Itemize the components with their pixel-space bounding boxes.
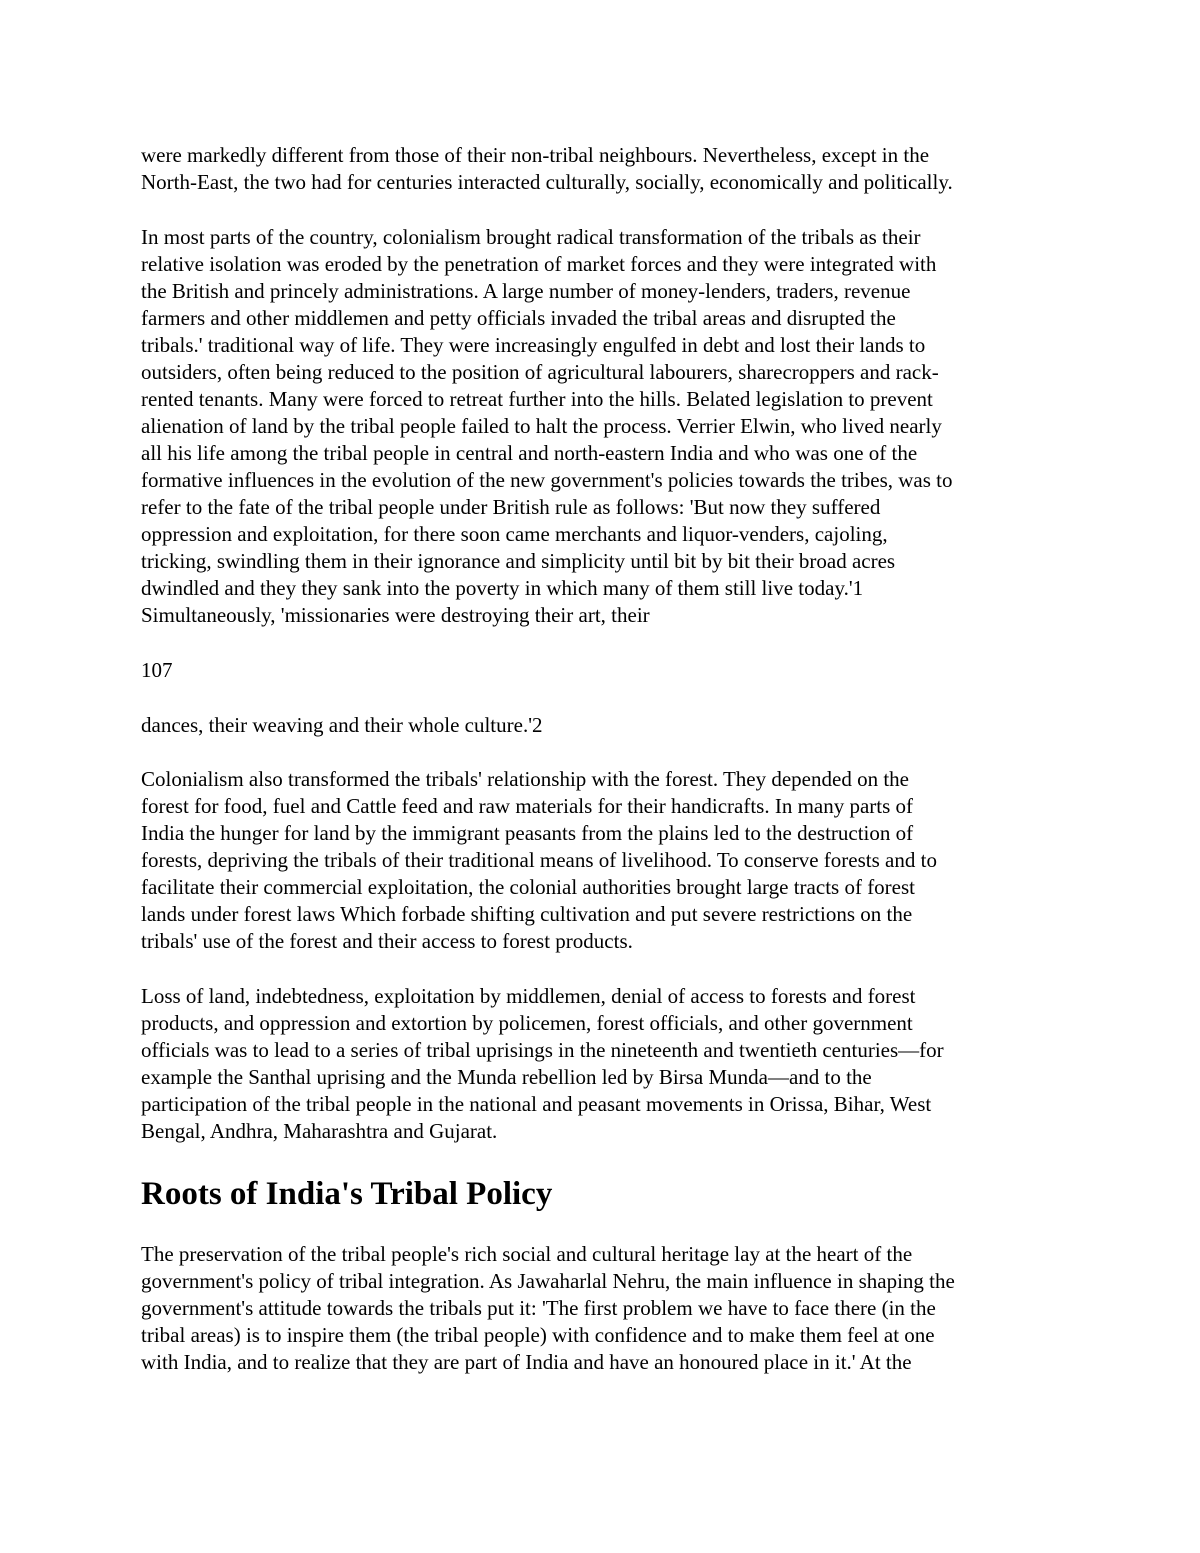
paragraph-whole-culture xyxy=(141,712,1061,739)
text-line: officials was to lead to a series of tribal uprisings in the nineteenth and twentieth centuries—for xyxy=(141,1038,944,1062)
text-line: lands under forest laws Which forbade shifting cultivation and put severe restrictions on the xyxy=(141,902,913,926)
text-line: forest for food, fuel and Cattle feed and raw materials for their handicrafts. In many parts of xyxy=(141,794,914,818)
text-line: products, and oppression and extortion by policemen, forest officials, and other government xyxy=(141,1011,913,1035)
text-line: tribals.' traditional way of life. They were increasingly engulfed in debt and lost their lands to xyxy=(141,333,926,357)
text-line: participation of the tribal people in the national and peasant movements in Orissa, Bihar, West xyxy=(141,1092,932,1116)
text-line: India the hunger for land by the immigrant peasants from the plains led to the destruction of xyxy=(141,821,914,845)
text-line: The preservation of the tribal people's rich social and cultural heritage lay at the heart of the xyxy=(141,1242,913,1266)
text-line: government's policy of tribal integration. As Jawaharlal Nehru, the main influence in shaping the xyxy=(141,1269,955,1293)
paragraph-colonialism-transformation xyxy=(141,224,1061,629)
text-line: formative influences in the evolution of the new government's policies towards the tribes, was to xyxy=(141,468,953,492)
text-line: were markedly different from those of their non-tribal neighbours. Nevertheless, except in the xyxy=(141,143,930,167)
text-line: all his life among the tribal people in central and north-eastern India and who was one of the xyxy=(141,441,918,465)
text-line: dwindled and they they sank into the poverty in which many of them still live today.'1 xyxy=(141,576,864,600)
paragraph-tribal-neighbours xyxy=(141,142,1061,196)
section-heading: Roots of India's Tribal Policy xyxy=(141,1176,553,1212)
text-line: North-East, the two had for centuries interacted culturally, socially, economically and politically. xyxy=(141,170,953,194)
text-line: Colonialism also transformed the tribals' relationship with the forest. They depended on the xyxy=(141,767,909,791)
paragraph-tribal-uprisings xyxy=(141,983,1061,1145)
text-line: forests, depriving the tribals of their traditional means of livelihood. To conserve forests and to xyxy=(141,848,937,872)
text-line: with India, and to realize that they are part of India and have an honoured place in it.' At the xyxy=(141,1350,912,1374)
text-line: relative isolation was eroded by the penetration of market forces and they were integrated with xyxy=(141,252,937,276)
text-line: rented tenants. Many were forced to retreat further into the hills. Belated legislation to prevent xyxy=(141,387,933,411)
text-line: example the Santhal uprising and the Munda rebellion led by Birsa Munda—and to the xyxy=(141,1065,872,1089)
text-line: Loss of land, indebtedness, exploitation by middlemen, denial of access to forests and forest xyxy=(141,984,916,1008)
paragraph-tribal-policy xyxy=(141,1241,1061,1376)
text-line: refer to the fate of the tribal people under British rule as follows: 'But now they suffered xyxy=(141,495,881,519)
text-line: dances, their weaving and their whole culture.'2 xyxy=(141,713,543,737)
text-line: tricking, swindling them in their ignorance and simplicity until bit by bit their broad acres xyxy=(141,549,896,573)
text-line: facilitate their commercial exploitation, the colonial authorities brought large tracts of forest xyxy=(141,875,916,899)
text-line: Simultaneously, 'missionaries were destroying their art, their xyxy=(141,603,650,627)
page-number: 107 xyxy=(141,658,173,682)
text-line: Bengal, Andhra, Maharashtra and Gujarat. xyxy=(141,1119,498,1143)
text-line: alienation of land by the tribal people failed to halt the process. Verrier Elwin, who lived nearly xyxy=(141,414,942,438)
text-line: the British and princely administrations. A large number of money-lenders, traders, revenue xyxy=(141,279,911,303)
text-line: tribals' use of the forest and their access to forest products. xyxy=(141,929,633,953)
text-line: outsiders, often being reduced to the position of agricultural labourers, sharecroppers and rack- xyxy=(141,360,939,384)
text-line: government's attitude towards the tribals put it: 'The first problem we have to face there (in the xyxy=(141,1296,936,1320)
text-line: oppression and exploitation, for there soon came merchants and liquor-venders, cajoling, xyxy=(141,522,888,546)
text-line: tribal areas) is to inspire them (the tribal people) with confidence and to make them feel at one xyxy=(141,1323,935,1347)
paragraph-forest-relationship xyxy=(141,766,1061,955)
text-line: In most parts of the country, colonialism brought radical transformation of the tribals as their xyxy=(141,225,921,249)
text-line: farmers and other middlemen and petty officials invaded the tribal areas and disrupted the xyxy=(141,306,896,330)
